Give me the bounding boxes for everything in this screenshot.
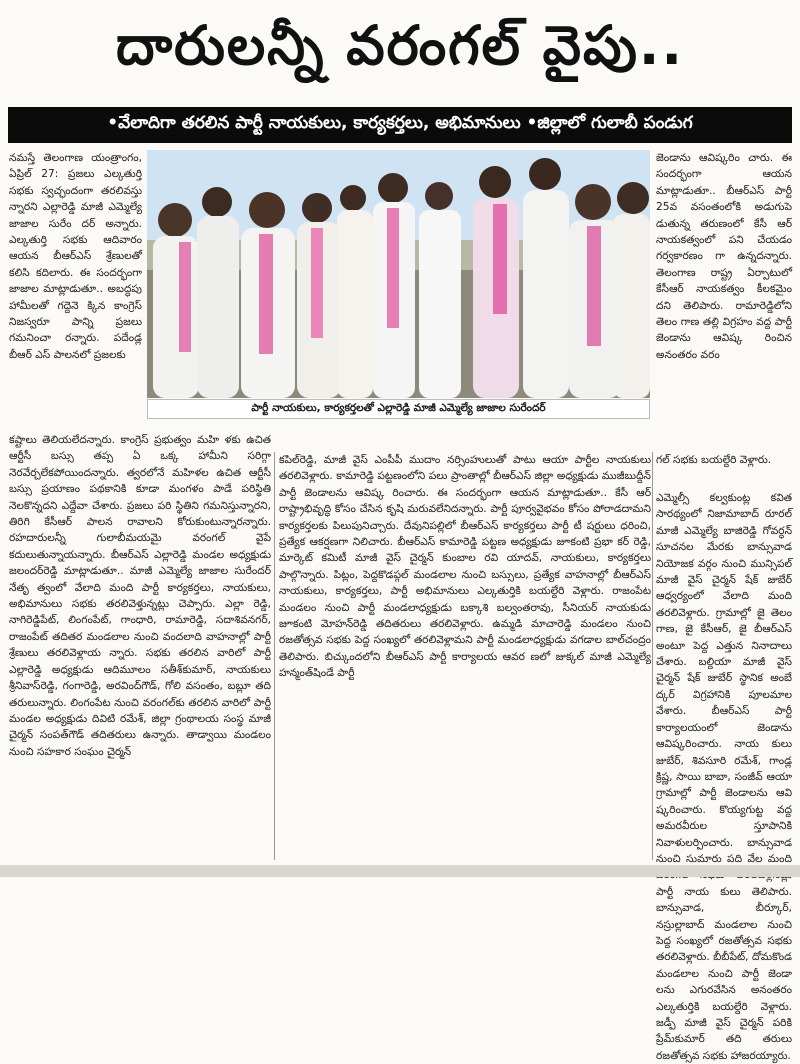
headline: దారులన్నీ వరంగల్ వైపు.. [116, 13, 684, 77]
article-text: కపిల్‌రెడ్డి, మాజీ వైస్ ఎంపీపీ ముదాం నర్సింహులుతో పాటు ఆయా పార్టీల నాయకులు తరలివెళ్లారు. కామారెడ్డి పట్టణంలోని పలు ప్రాంతాల్లో బీఆర్ఎస్ జిల్లా అధ్యక్షుడు ముజీబుద్దీన్ పార్టీ జెండాలను ఆవిష్క రించారు. ఈ సందర్భంగా ఆయన మాట్లాడుతూ.. కేసీ ఆర్ రాష్ట్రాభివృద్ధి కోసం చేసిన కృషి మరువలేనిదన్నారు. పార్టీ పూర్వవైభవం కోసం పోరాడదామని కార్యకర్తలకు పిలుపునిచ్చారు. దేవునిపల్లిలో బీఆర్ఎస్ కార్యకర్తలు పార్టీ టీ షర్టులు ధరించి, ప్రత్యేక ఆకర్షణగా నిలిచారు. బీఆర్ఎస్ కామారెడ్డి పట్టణ అధ్యక్షుడు జూకంటి ప్రభా కర్ రెడ్డి, మార్కెట్ కమిటీ మాజీ వైస్ చైర్మన్ కుంబాల రవి యాదవ్, నాయకులు, కార్యకర్తలు పాల్గొన్నారు. పిట్లం, పెద్దకొడప్గల్ మండలాల నుంచి బస్సులు, ప్రత్యేక వాహనాల్లో బీఆర్ఎస్ నాయకులు, కార్యకర్తలు, పార్టీ అభిమానులు ఎల్కతుర్తికి బయల్దేరి వెళ్లారు. రాజంపేట మండలం నుంచి పార్టీ మండలాధ్యక్షుడు బక్కాశి బల్వంతరావు, సీనియర్ నాయకుడు జూకంటి మోహన్‌రెడ్డి తదితరులు తరలివెళ్లారు. ఉమ్మడి మాచారెడ్డి మండలం నుంచి రజతోత్సవ సభకు పెద్ద సంఖ్యలో తరలివెళ్లామని పార్టీ మండలాధ్యక్షుడు వగడాల బాల్‌చంద్రం తెలిపారు. బిచ్కుందలోని బీఆర్ఎస్ పార్టీ కార్యాలయ ఆవర ణలో జుక్కల్ మాజీ ఎమ్మెల్యే హన్మంత్‌షిండే పార్టీ [279, 454, 651, 680]
article-text: జెండాను ఆవిష్కరిం చారు. ఈ సందర్భంగా ఆయన మాట్లాడుతూ.. బీఆర్ఎస్ పార్టీ 25వ వసంతంలోకి అడుగుపె డుతున్న తరుణంలో కేసీ ఆర్ నాయకత్వంలో పని చేయడం గర్వకారణం గా ఉన్నదన్నారు. తెలంగాణ రాష్ట్ర ఏర్పాటులో కేసీఆర్ నాయకత్వం కీలకమైం దని తెలిపారు. రామారెడ్డిలోని తెలం గాణ తల్లి విగ్రహం వద్ద పార్టీ జెండాను ఆవిష్క రించిన అనంతరం వరం [656, 152, 792, 361]
article-text: ఎమ్మెల్సీ కల్వకుంట్ల కవిత సారథ్యంలో నిజామాబాద్ రూరల్ మాజీ ఎమ్మెల్యే బాజిరెడ్డి గోవర్ధన్ సూచనల మేరకు బాన్సువాడ నియోజక వర్గం నుంచి మున్సిపల్ మాజీ వైస్ చైర్మన్ షేక్ జుబేర్ ఆధ్వర్యంలో వేలాది మంది తరలివెళ్లారు. గ్రామాల్లో జై తెలం గాణ, జై కేసీఆర్, జై బీఆర్ఎస్ అంటూ పెద్ద ఎత్తున నినాదాలు చేశారు. బల్దియా మాజీ వైస్ చైర్మన్ షేక్ జుబేర్ స్థానిక అంబే ద్కర్ విగ్రహానికి పూలమాల వేశారు. బీఆర్ఎస్ పార్టీ కార్యాలయంలో జెండాను ఆవిష్కరించారు. నాయ కులు జుబేర్, శివసూరి రమేశ్, గాండ్ల క్రిష్ణ, సాయి బాబా, సంజీవ్ ఆయా గ్రామాల్లో పార్టీ జెండాలను ఆవి ష్కరించారు. కొయ్యగుట్ట వద్ద అమరవీరుల స్తూపానికి నివాళులర్పించారు. బాన్సువాడ నుంచి సుమారు పది వేల మంది పార్టీ నాయ కులు తెలిపారు. బాన్సువాడ, బీర్కూర్, నస్రుల్లాబాద్ మండలాల నుంచి పెద్ద సంఖ్యలో రజతోత్సవ సభకు తరలివెళ్లారు. బీబీపేట్, దోమకొండ మండలాల నుంచి పార్టీ జెండా లను ఎగురవేసిన అనంతరం ఎల్కతుర్తికి బయల్దేరి వెళ్లారు. జడ్పీ మాజీ వైస్ చైర్మన్ పరికి ప్రేమ్‌కుమార్ తది తరులు రజతోత్సవ సభకు హాజరయ్యారు. [656, 492, 792, 1062]
article-column-a [9, 432, 271, 760]
article-text: నమస్తే తెలంగాణ యంత్రాంగం, ఏప్రిల్ 27: ప్రజలు ఎల్కతుర్తి సభకు స్వచ్ఛందంగా తరలివస్తు న్నారని ఎల్లారెడ్డి మాజీ ఎమ్మెల్యే జాజాల సురేం దర్ అన్నారు. ఎల్కతుర్తి సభకు ఆదివారం ఆయన బీఆర్ఎస్ శ్రేణులతో కలిసి కదిలారు. ఈ సందర్భంగా జాజాల మాట్లాడుతూ.. అబద్ధపు హామీలతో గద్దెనె క్కిన కాంగ్రెస్ నిజస్వరూ పాన్ని ప్రజలు గమనించా రన్నారు. పదేండ్ల బీఆర్ ఎస్ పాలనలో ప్రజలకు [9, 152, 142, 361]
news-photo [147, 150, 650, 398]
article-column-c [656, 452, 792, 468]
subheadline-bar: •వేలాదిగా తరలిన పార్టీ నాయకులు, కార్యకర్తలు, అభిమానులు •జిల్లాలో గులాబీ పండుగ [8, 107, 792, 143]
column-divider [274, 452, 275, 860]
article-column-d [656, 490, 792, 1064]
photo-caption: పార్టీ నాయకులు, కార్యకర్తలతో ఎల్లారెడ్డి మాజీ ఎమ్మెల్యే జాజాల సురేందర్ [147, 399, 650, 419]
column-divider [652, 452, 653, 860]
article-text: గల్ సభకు బయల్దేరి వెళ్లారు. [656, 454, 772, 466]
article-text: కష్టాలు తెలియలేదన్నారు. కాంగ్రెస్ ప్రభుత్వం మహి ళకు ఉచిత ఆర్టీసీ బస్సు తప్ప ఏ ఒక్క హామీని సరిగ్గా నెరవేర్చలేకపోయిందన్నారు. త్వరలోనే మహిళల ఉచిత ఆర్టీసీ బస్సు ప్రయాణం పథకానికి కూడా మంగళం పాడే పరిస్థితి నెలకొన్నదని ఎద్దేవా చేశారు. ప్రజలు పరి స్థితిని గమనిస్తున్నారని, తిరిగి కేసీఆర్ పాలన రావాలని కోరుకుంటున్నారన్నారు. రహదారులన్నీ గులాబీమయమై వరంగల్ వైపే కదులుతున్నాయన్నారు. బీఆర్ఎస్ ఎల్లారెడ్డి మండల అధ్యక్షుడు జలందర్‌రెడ్డి మాట్లాడుతూ.. మాజీ ఎమ్మెల్యే జాజాల సురేందర్ నేతృ త్వంలో వేలాది మంది పార్టీ కార్యకర్తలు, నాయకులు, అభిమానులు సభకు తరలివెళ్తున్నట్లు చెప్పారు. ఎల్లా రెడ్డి, నాగిరెడ్డిపేట్, లింగంపేట్, గాంధారి, రామారెడ్డి, సదాశివనగర్, రాజంపేట్ తదితర మండలాల నుంచి వందలాది వాహనాల్లో పార్టీ శ్రేణులు తరలివెళ్లాయ న్నారు. సభకు తరలిన వారిలో పార్టీ ఎల్లారెడ్డి అధ్యక్షుడు ఆదిమూలం సతీశ్‌కుమార్, నాయకులు శ్రీనివాస్‌రెడ్డి, గంగారెడ్డి, అరవింద్‌గౌడ్, గోలి వసంతం, బబ్లూ తది తరులున్నారు. లింగంపేట నుంచి వరంగల్‌కు తరలిన వారిలో పార్టీ మండల అధ్యక్షుడు దివిటి రమేశ్, జిల్లా గ్రంథాలయ సంస్థ మాజీ చైర్మన్ సంపత్‌గౌడ్ తదితరులు ఉన్నారు. తాడ్వాయి మండలం నుంచి సహకార సంఘం చైర్మన్ [9, 434, 271, 758]
article-column-left [9, 150, 142, 363]
page-bottom-strip [0, 865, 800, 877]
group-photo-illustration [147, 150, 650, 398]
article-column-right [656, 150, 792, 363]
article-column-b [279, 452, 651, 682]
